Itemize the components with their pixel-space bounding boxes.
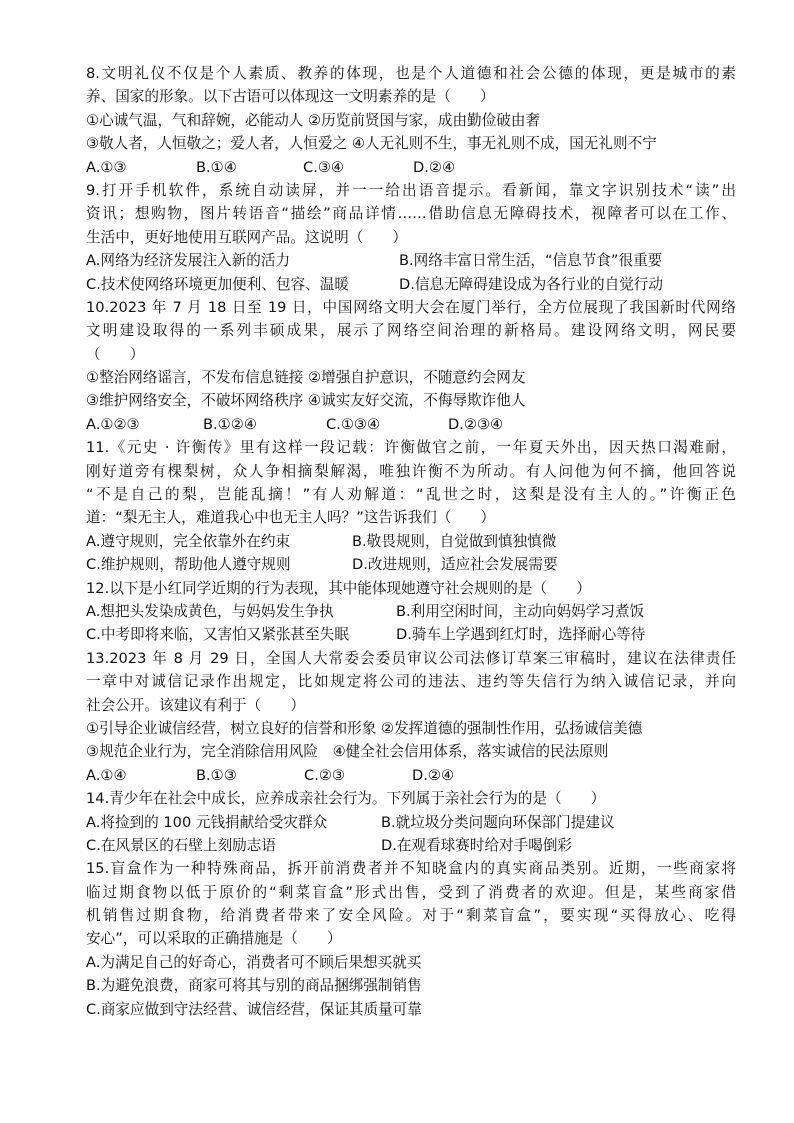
question-11-options-row-1 [86,530,736,553]
question-14-options-row-1 [86,811,736,834]
question-11-option-d[interactable]: D.改进规则，适应社会发展需要 [352,556,558,574]
question-9-stem-line-1: 9.打开手机软件，系统自动读屏，并一一给出语音提示。看新闻，靠文字识别技术“读”出 [86,181,736,199]
question-11-stem-line-1: 11.《元史 · 许衡传》里有这样一段记载：许衡做官之前，一年夏天外出，因天热口渴难耐， [86,439,736,457]
question-8-item-line-2: ③敬人者，人恒敬之；爱人者，人恒爱之 ④人无礼则不生，事无礼则不成，国无礼则不宁 [86,135,657,153]
question-13-item-line-1: ①引导企业诚信经营，树立良好的信誉和形象 ②发挥道德的强制性作用，弘扬诚信美德 [86,719,643,737]
question-9-options-row-2 [86,273,736,296]
question-10-stem-line-1: 10.2023 年 7 月 18 日至 19 日，中国网络文明大会在厦门举行，全方位展现了我国新时代网络 [86,298,736,316]
question-10-stem-line-3: （ ） [86,345,145,363]
question-11-options-row-2 [86,553,736,576]
question-8-stem-line-2: 养、国家的形象。以下古语可以体现这一文明素养的是（ ） [86,88,495,106]
question-10-option-a[interactable]: A.①②③ [86,415,140,433]
question-12-option-b[interactable]: B.利用空闲时间，主动向妈妈学习煮饭 [396,602,645,620]
question-13-stem-line-3: 社会公开。该建议有利于（ ） [86,696,305,714]
question-12-option-d[interactable]: D.骑车上学遇到红灯时，选择耐心等待 [396,626,646,644]
question-8 [86,62,736,179]
question-14-option-b[interactable]: B.就垃圾分类问题向环保部门提建议 [381,813,615,831]
question-10-option-c[interactable]: C.①③④ [326,415,381,433]
question-page [86,62,736,1021]
question-8-stem-line-1: 8.文明礼仪不仅是个人素质、教养的体现，也是个人道德和社会公德的体现，更是城市的素 [86,65,736,82]
question-8-option-d[interactable]: D.②④ [413,158,456,176]
question-11-option-b[interactable]: B.敬畏规则，自觉做到慎独慎微 [352,532,557,550]
question-14-option-a[interactable]: A.将捡到的 100 元钱捐献给受灾群众 [86,813,328,831]
question-15-stem-line-3: 机销售过期食物，给消费者带来了安全风险。对于“剩菜盲盒”，要实现“买得放心、吃得 [86,907,736,925]
question-10-item-line-2: ③维护网络安全，不破坏网络秩序 ④诚实友好交流，不侮辱欺诈他人 [86,392,526,410]
question-13-stem-line-2: 一章中对诚信记录作出规定，比如规定将公司的违法、违约等失信行为纳入诚信记录，并向 [86,673,736,691]
question-9-option-c[interactable]: C.技术使网络环境更加便利、包容、温暖 [86,275,349,293]
question-10-stem-line-2: 文明建设取得的一系列丰硕成果，展示了网络空间治理的新格局。建设网络文明，网民要 [86,322,736,340]
question-14-stem-line-1: 14.青少年在社会中成长，应养成亲社会行为。下列属于亲社会行为的是（ ） [86,790,606,808]
question-8-option-c[interactable]: C.③④ [303,158,344,176]
question-14-options-row-2 [86,834,736,857]
question-13-option-b[interactable]: B.①③ [196,766,237,784]
question-10-item-line-1: ①整治网络谣言，不发布信息链接 ②增强自护意识，不随意约会网友 [86,369,526,387]
question-8-option-a[interactable]: A.①③ [86,158,127,176]
question-11-option-a[interactable]: A.遵守规则，完全依靠外在约束 [86,532,291,550]
question-15-option-a[interactable]: A.为满足自己的好奇心，消费者可不顾后果想买就买 [86,953,422,971]
question-14 [86,787,736,857]
question-9 [86,179,736,296]
question-15-stem-line-2: 临过期食物以低于原价的“剩菜盲盒”形式出售，受到了消费者的欢迎。但是，某些商家借 [86,883,736,901]
question-12-option-c[interactable]: C.中考即将来临，又害怕又紧张甚至失眠 [86,626,349,644]
question-12-options-row-2 [86,623,736,646]
question-15-option-c[interactable]: C.商家应做到守法经营、诚信经营，保证其质量可靠 [86,1000,422,1018]
question-11-option-c[interactable]: C.维护规则，帮助他人遵守规则 [86,556,291,574]
question-8-item-line-1: ①心诚气温，气和辞婉，必能动人 ②历览前贤国与家，成由勤俭破由奢 [86,111,541,129]
question-9-stem-line-3: 生活中，更好地使用互联网产品。这说明（ ） [86,228,408,246]
question-9-options-row-1 [86,249,736,272]
question-13-option-a[interactable]: A.①④ [86,766,127,784]
question-14-option-d[interactable]: D.在观看球赛时给对手喝倒彩 [381,836,573,854]
question-9-option-a[interactable]: A.网络为经济发展注入新的活力 [86,252,291,270]
question-13-stem-line-1: 13.2023 年 8 月 29 日，全国人大常委会委员审议公司法修订草案三审稿时，建议在法律责任 [86,649,736,667]
question-8-options [86,156,736,179]
question-15-option-b[interactable]: B.为避免浪费，商家可将其与别的商品捆绑强制销售 [86,977,422,995]
question-13 [86,647,736,787]
question-13-option-d[interactable]: D.②④ [412,766,455,784]
question-10-option-b[interactable]: B.①②④ [203,415,257,433]
question-11-stem-line-4: 道：“梨无主人，难道我心中也无主人吗？”这告诉我们（ ） [86,509,496,527]
question-15-stem-line-4: 安心”，可以采取的正确措施是（ ） [86,930,342,948]
question-13-item-line-2: ③规范企业行为，完全消除信用风险 ④健全社会信用体系，落实诚信的民法原则 [86,743,609,761]
question-12-stem-line-1: 12.以下是小红同学近期的行为表现，其中能体现她遵守社会规则的是（ ） [86,579,591,597]
question-12-option-a[interactable]: A.想把头发染成黄色，与妈妈发生争执 [86,602,334,620]
question-13-options [86,764,736,787]
question-10 [86,296,736,436]
question-12-options-row-1 [86,600,736,623]
question-11 [86,436,736,576]
question-10-options [86,413,736,436]
question-9-stem-line-2: 资讯；想购物，图片转语音“描绘”商品详情……借助信息无障碍技术，视障者可以在工作、 [86,205,736,223]
question-9-option-d[interactable]: D.信息无障碍建设成为各行业的自觉行动 [399,275,663,293]
question-11-stem-line-2: 刚好道旁有棵梨树，众人争相摘梨解渴，唯独许衡不为所动。有人问他为何不摘，他回答说 [86,462,736,480]
question-14-option-c[interactable]: C.在风景区的石壁上刻励志语 [86,836,276,854]
question-9-option-b[interactable]: B.网络丰富日常生活，“信息节食”很重要 [399,252,663,270]
question-12 [86,577,736,647]
question-8-option-b[interactable]: B.①④ [196,158,237,176]
question-10-option-d[interactable]: D.②③④ [448,415,504,433]
question-15 [86,857,736,1021]
question-11-stem-line-3: “不是自己的梨，岂能乱摘！”有人劝解道：“乱世之时，这梨是没有主人的。”许衡正色 [86,486,736,504]
question-15-stem-line-1: 15.盲盒作为一种特殊商品，拆开前消费者并不知晓盒内的真实商品类别。近期，一些商家将 [86,860,736,878]
question-13-option-c[interactable]: C.②③ [304,766,345,784]
